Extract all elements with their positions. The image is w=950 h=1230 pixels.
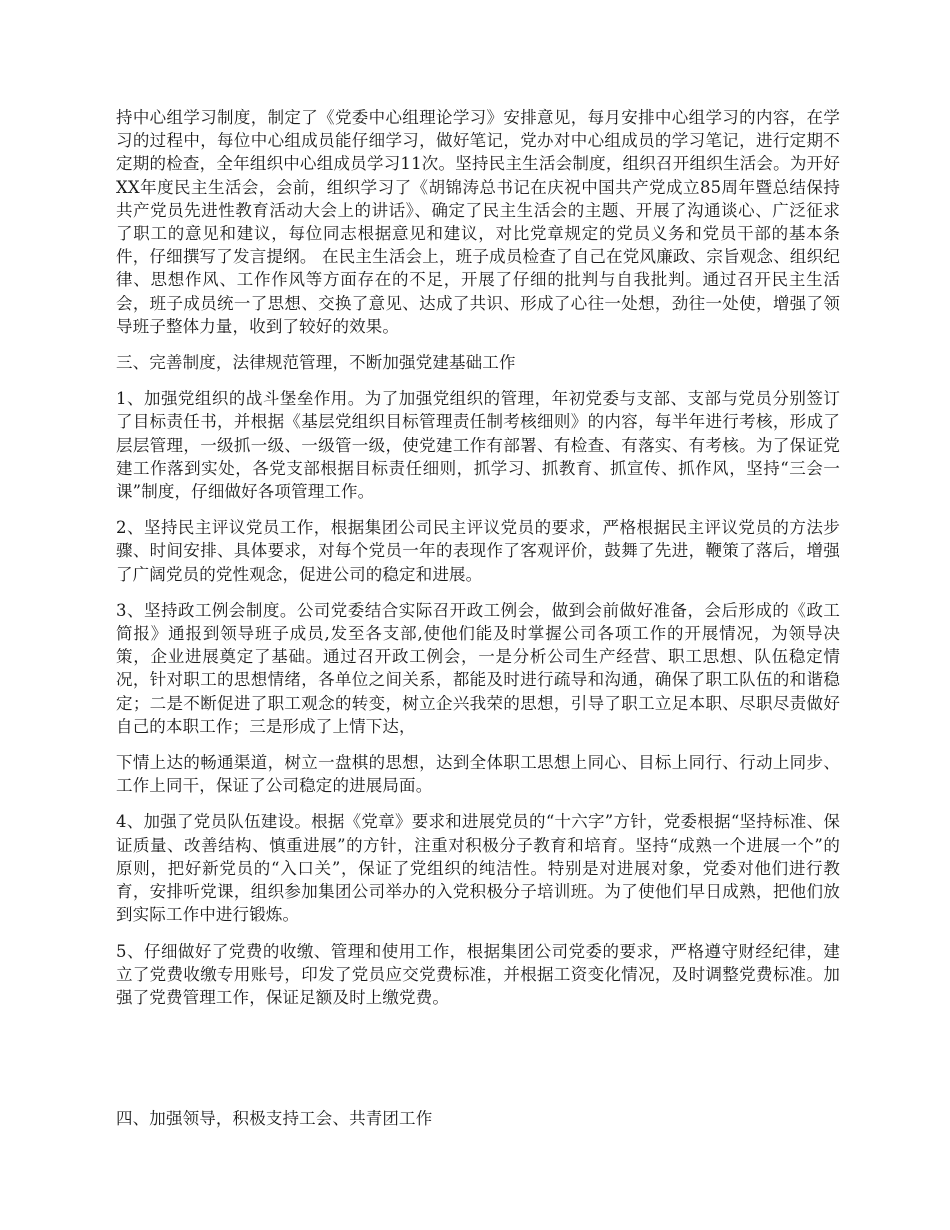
section-heading-three: 三、完善制度，法律规范管理，不断加强党建基础工作 <box>116 353 516 373</box>
paragraph-item-3: 3、坚持政工例会制度。公司党委结合实际召开政工例会，做到会前做好准备，会后形成的《政工简报》通报到领导班子成员,发至各支部,使他们能及时掌握公司各项工作的开展情况，为领导决策，企业进展奠定了基础。通过召开政工例会，一是分析公司生产经营、职工思想、队伍稳定情况，针对职工的思想情绪，各单位之间关系，都能及时进行疏导和沟通，确保了职工队伍的和谐稳定；二是不断促进了职工观念的转变，树立企兴我荣的思想，引导了职工立足本职、尽职尽责做好自己的本职工作；三是形成了上情下达， <box>116 600 840 736</box>
paragraph-item-2: 2、坚持民主评议党员工作，根据集团公司民主评议党员的要求，严格根据民主评议党员的方法步骤、时间安排、具体要求，对每个党员一年的表现作了客观评价，鼓舞了先进，鞭策了落后，增强了广阔党员的党性观念，促进公司的稳定和进展。 <box>116 518 840 584</box>
paragraph-item-4: 4、加强了党员队伍建设。根据《党章》要求和进展党员的“十六字”方针，党委根据“坚持标准、保证质量、改善结构、慎重进展”的方针，注重对积极分子教育和培育。坚持“成熟一个进展一个”的原则，把好新党员的“入口关”，保证了党组织的纯洁性。特别是对进展对象，党委对他们进行教育，安排听党课，组织参加集团公司举办的入党积极分子培训班。为了使他们早日成熟，把他们放到实际工作中进行锻炼。 <box>116 812 840 925</box>
paragraph-item-1: 1、加强党组织的战斗堡垒作用。为了加强党组织的管理，年初党委与支部、支部与党员分别签订了目标责任书，并根据《基层党组织目标管理责任制考核细则》的内容，每半年进行考核，形成了层层管理，一级抓一级、一级管一级，使党建工作有部署、有检查、有落实、有考核。为了保证党建工作落到实处，各党支部根据目标责任细则，抓学习、抓教育、抓宣传、抓作风，坚持“三会一课”制度，仔细做好各项管理工作。 <box>116 389 840 502</box>
blank-space <box>116 1009 840 1107</box>
section-heading-four: 四、加强领导，积极支持工会、共青团工作 <box>116 1109 433 1129</box>
document-body <box>116 106 840 1143</box>
paragraph-study-system: 持中心组学习制度，制定了《党委中心组理论学习》安排意见，每月安排中心组学习的内容，在学习的过程中，每位中心组成员能仔细学习，做好笔记，党办对中心组成员的学习笔记，进行定期不定期的检查，全年组织中心组成员学习11次。坚持民主生活会制度，组织召开组织生活会。为开好XX年度民主生活会，会前，组织学习了《胡锦涛总书记在庆祝中国共产党成立85周年暨总结保持共产党员先进性教育活动大会上的讲话》、确定了民主生活会的主题、开展了沟通谈心、广泛征求了职工的意见和建议，每位同志根据意见和建议，对比党章规定的党员义务和党员干部的基本条件，仔细撰写了发言提纲。 在民主生活会上，班子成员检查了自己在党风廉政、宗旨观念、组织纪律、思想作风、工作作风等方面存在的不足，开展了仔细的批判与自我批判。通过召开民主生活会，班子成员统一了思想、交换了意见、达成了共识、形成了心往一处想，劲往一处使，增强了领导班子整体力量，收到了较好的效果。 <box>116 108 840 336</box>
paragraph-item-3-continued: 下情上达的畅通渠道，树立一盘棋的思想，达到全体职工思想上同心、目标上同行、行动上同步、工作上同干，保证了公司稳定的进展局面。 <box>116 753 840 796</box>
paragraph-item-5: 5、仔细做好了党费的收缴、管理和使用工作，根据集团公司党委的要求，严格遵守财经纪律，建立了党费收缴专用账号，印发了党员应交党费标准，并根据工资变化情况，及时调整党费标准。加强了党费管理工作，保证足额及时上缴党费。 <box>116 941 840 1007</box>
